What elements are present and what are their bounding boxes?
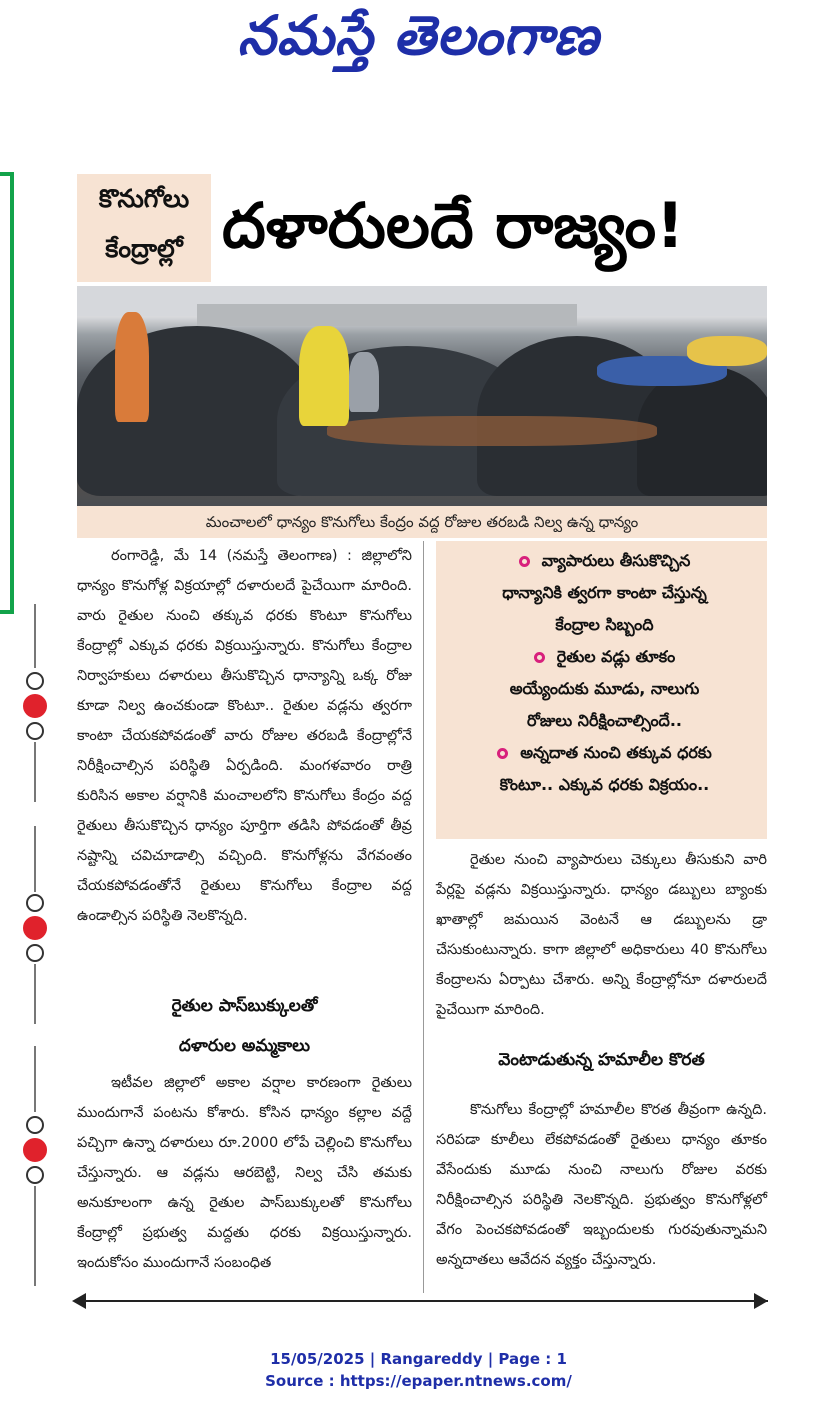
rail-line: [34, 1186, 36, 1286]
photo-person: [299, 326, 349, 426]
bullet-icon: [519, 556, 530, 567]
edge-bracket: [0, 172, 14, 614]
article-headline: దళారులదే రాజ్యం!: [222, 189, 685, 262]
bullet-icon: [534, 652, 545, 663]
body-paragraph: కొనుగోలు కేంద్రాల్లో హమాలీల కొరత తీవ్రంగా ఉన్నది. సరిపడా కూలీలు లేకపోవడంతో రైతులు ధాన్యం తూకం వేసేందుకు మూడు నుంచి నాలుగు రోజుల వరకు నిరీక్షించాల్సిన పరిస్థితి నెలకొన్నది. ప్రభుత్వం కొనుగోళ్లలో వేగం పెంచకపోవడంతో ఇబ్బందులకు గురవుతున్నామని అన్నదాతలు ఆవేదన వ్యక్తం చేస్తున్నారు.: [436, 1102, 767, 1268]
footer-source-line: Source : https://epaper.ntnews.com/: [265, 1372, 572, 1390]
highlight-text: వ్యాపారులు తీసుకొచ్చిన: [541, 551, 691, 570]
photo-mud: [327, 416, 657, 446]
rail-line: [34, 1046, 36, 1112]
footer-edition-line: 15/05/2025 | Rangareddy | Page : 1: [270, 1350, 567, 1368]
rail-dot: [26, 1116, 44, 1134]
highlight-text: రైతుల వడ్లు తూకం: [556, 647, 676, 666]
section-rule: [78, 1300, 768, 1302]
rail-line: [34, 604, 36, 668]
rail-line: [34, 964, 36, 1024]
subhead-left-line-2: దళారుల అమ్మకాలు: [178, 1036, 311, 1056]
body-paragraph: రంగారెడ్డి, మే 14 (నమస్తే తెలంగాణ) : జిల్లాలోని ధాన్యం కొనుగోళ్ల విక్రయాల్లో దళారులదే పైచేయిగా మారింది. వారు రైతుల నుంచి తక్కువ ధరకు కొంటూ కొనుగోలు కేంద్రాల్లో ఎక్కువ ధరకు విక్రయిస్తున్నారు. కొనుగోలు కేంద్రాల నిర్వాహకులు దళారులు తీసుకొచ్చిన ధాన్యాన్ని ఒక్క రోజు కూడా నిల్వ ఉంచకుండా కొంటూ.. రైతుల వడ్లను త్వరగా కాంటా చేయకపోవడంతో వారు రోజుల తరబడి కేంద్రాల్లోనే నిరీక్షించాల్సిన పరిస్థితి ఏర్పడింది. మంగళవారం రాత్రి కురిసిన అకాల వర్షానికి మంచాలలోని కొనుగోలు కేంద్రం వద్ద రైతులు తీసుకొచ్చిన ధాన్యం పూర్తిగా తడిసి పోవడంతో తీవ్ర నష్టాన్ని చవిచూడాల్సి వచ్చింది. కొనుగోళ్లను వేగవంతం చేయకపోవడంతోనే రైతులు కొనుగోలు కేంద్రాల వద్ద ఉండాల్సిన పరిస్థితి నెలకొన్నది.: [77, 548, 412, 924]
highlight-line: [452, 641, 757, 673]
body-paragraph: రైతుల నుంచి వ్యాపారులు చెక్కులు తీసుకుని వారి పేర్లపై వడ్లను విక్రయిస్తున్నారు. ధాన్యం డబ్బులు బ్యాంకు ఖాతాల్లో జమయిన వెంటనే ఆ డబ్బులను డ్రా చేసుకుంటున్నారు. కాగా జిల్లాలో అధికారులు 40 కొనుగోలు కేంద్రాలను ఏర్పాటు చేశారు. అన్ని కేంద్రాల్లోనూ దళారులదే పైచేయిగా మారింది.: [436, 852, 767, 1018]
subhead-right: వెంటాడుతున్న హమాలీల కొరత: [498, 1050, 705, 1070]
photo-person: [349, 352, 379, 412]
highlight-line: [452, 737, 757, 769]
highlight-line: కొంటూ.. ఎక్కువ ధరకు విక్రయం..: [499, 775, 710, 794]
photo-wall: [197, 304, 577, 326]
rail-dot: [26, 722, 44, 740]
rail-dot: [26, 1166, 44, 1184]
rail-dot: [26, 672, 44, 690]
highlight-line: అయ్యేందుకు మూడు, నాలుగు: [509, 679, 700, 698]
rail-dot-red: [23, 694, 47, 718]
rail-dot: [26, 944, 44, 962]
rail-dot-red: [23, 916, 47, 940]
article-body-left-2: [77, 1068, 412, 1278]
arrow-right-icon: [754, 1293, 768, 1309]
photo-yellow-tarp: [687, 336, 767, 366]
article-body-right: [436, 845, 767, 1025]
rail-line: [34, 742, 36, 802]
highlight-line: [452, 545, 757, 577]
rail-dot: [26, 894, 44, 912]
photo-person: [115, 312, 149, 422]
kicker-line-1: కొనుగోలు: [98, 184, 190, 213]
photo-caption: మంచాలలో ధాన్యం కొనుగోలు కేంద్రం వద్ద రోజుల తరబడి నిల్వ ఉన్న ధాన్యం: [77, 506, 767, 538]
rail-line: [34, 826, 36, 892]
highlight-line: రోజులు నిరీక్షించాల్సిందే..: [526, 711, 683, 730]
article-body-right-2: [436, 1095, 767, 1275]
masthead-title: నమస్తే తెలంగాణ: [237, 4, 600, 67]
highlight-line: ధాన్యానికి త్వరగా కాంటా చేస్తున్న: [502, 583, 707, 602]
article-body-left: [77, 541, 412, 931]
column-divider: [423, 541, 424, 1293]
headline-kicker: [77, 174, 211, 282]
subhead-left-line-1: రైతుల పాస్‌బుక్కులతో: [171, 996, 318, 1016]
kicker-line-2: కేంద్రాల్లో: [105, 234, 183, 263]
article-photo: [77, 286, 767, 506]
highlight-text: అన్నదాత నుంచి తక్కువ ధరకు: [520, 743, 712, 762]
highlights-box: [436, 541, 767, 839]
body-paragraph: ఇటీవల జిల్లాలో అకాల వర్షాల కారణంగా రైతులు ముందుగానే పంటను కోశారు. కోసిన ధాన్యం కల్లాల వద్దే పచ్చిగా ఉన్నా దళారులు రూ.2000 లోపే చెల్లించి కొనుగోలు చేస్తున్నారు. ఆ వడ్లను ఆరబెట్టి, నిల్వ చేసి తమకు అనుకూలంగా ఉన్న రైతుల పాస్‌బుక్కులతో కొనుగోలు కేంద్రాల్లో ప్రభుత్వ మద్దతు ధరకు విక్రయిస్తున్నారు. ఇందుకోసం ముందుగానే సంబంధిత: [77, 1075, 412, 1271]
bullet-icon: [497, 748, 508, 759]
rail-dot-red: [23, 1138, 47, 1162]
highlight-line: కేంద్రాల సిబ్బంది: [555, 615, 654, 634]
